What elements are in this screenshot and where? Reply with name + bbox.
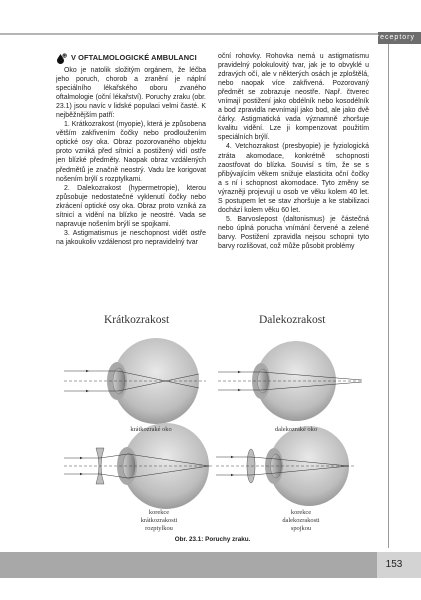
right-column bbox=[218, 52, 369, 251]
page-number: 153 bbox=[385, 559, 403, 570]
eye-diagrams bbox=[56, 308, 369, 533]
myopia-text: 1. Krátkozrakost (myopie), která je způsobena větším zakřivením čočky nebo prodloužením optické osy oka. Obraz pozorovaného objektu proto vzniká před sítnicí a postižený vidí ostře jen blízké předměty. Naopak obraz vzdálených předmětů je značně neostrý. Vadu lze korigovat nošením brýlí s rozptylkami. bbox=[56, 121, 206, 183]
hypermetropia-text: 2. Dalekozrakost (hypermetropie), kterou způsobuje nedostatečné vyklenutí čočky nebo zkrácení optické osy oka. Obraz proto vzniká za sítnicí a vidění na blízko je neostré. Vada se napravuje nošením brýlí se spojkami. bbox=[56, 184, 206, 228]
astigmatism-continued-text: oční rohovky. Rohovka nemá u astigmatismu pravidelný polokulovitý tvar, jak je to obvyklé u zdravých očí, ale v některých osách je zploštělá, nebo naopak více zakřivená. Pozorovaný předmět se zobrazuje neostře. Např. čtverec vnímají postižení jako obdélník nebo kosodélník a bod zpravidla nevnímají jako bod, ale jako dvě čárky. Astigmatická vada významně zhoršuje kvalitu vidění. Lze ji kompenzovat použitím speciálních brýlí. bbox=[218, 53, 369, 142]
myopia-paragraph bbox=[56, 120, 206, 183]
daltonism-text: 5. Barvoslepost (daltonismus) je částečná nebo úplná porucha vnímání červené a zelené barvy. Postižení zpravidla nejsou schopni tyto barvy rozlišovat, což může působit problémy bbox=[218, 215, 369, 250]
label-hyperopia-correction bbox=[261, 509, 341, 533]
label-hyperopia-correction-line1: korekce bbox=[290, 509, 312, 516]
eye-drop-icon bbox=[56, 53, 67, 64]
figure-title-hyperopia: Dalekozrakost bbox=[259, 314, 326, 326]
page-top-margin bbox=[0, 0, 421, 28]
intro-paragraph bbox=[56, 66, 206, 120]
astigmatism-paragraph bbox=[56, 229, 206, 247]
figure-caption: Obr. 23.1: Poruchy zraku. bbox=[174, 536, 251, 543]
right-margin-rule bbox=[388, 44, 389, 548]
label-myopia-correction-line3: rozptylkou bbox=[145, 525, 173, 532]
daltonism-paragraph bbox=[218, 215, 369, 251]
figure-title-myopia: Krátkozrakost bbox=[104, 314, 170, 326]
label-myopia-correction-line2: krátkozrakosti bbox=[140, 517, 178, 524]
myopic-eye bbox=[64, 338, 206, 424]
eye-defects-figure bbox=[56, 308, 369, 548]
presbyopia-paragraph bbox=[218, 142, 369, 214]
label-hyperopia-correction-line3: spojkou bbox=[290, 525, 312, 532]
presbyopia-text: 4. Vetchozrakost (presbyopie) je fyziologická ztráta akomodace, konkrétně schopnosti zaostřovat do blízka. Souvisí s tím, že se s přibývajícím věkem snižuje elasticita oční čočky a s ní i schopnost akomodace. Tyto změny se výrazněji projevují u osob ve věku kolem 40 let. S postupem let se stav zhoršuje a ke stabilizaci dochází kolem věku 60 let. bbox=[218, 143, 369, 214]
hypermetropia-paragraph bbox=[56, 184, 206, 229]
footer-band bbox=[0, 552, 377, 578]
astigmatism-continued-paragraph bbox=[218, 52, 369, 142]
label-hyperopia-correction-line2: dalekozrakosti bbox=[282, 517, 320, 524]
section-label: receptory bbox=[376, 34, 415, 41]
label-myopia-correction bbox=[119, 509, 199, 533]
left-column bbox=[56, 52, 206, 247]
label-hyperopic-eye: dalekozraké oko bbox=[274, 426, 318, 433]
section-heading bbox=[56, 52, 206, 64]
left-paragraphs bbox=[56, 66, 206, 247]
label-myopia-correction-line1: korekce bbox=[148, 509, 170, 516]
section-title: V OFTALMOLOGICKÉ AMBULANCI bbox=[71, 53, 197, 63]
label-myopic-eye: krátkozraké oko bbox=[130, 426, 172, 433]
hyperopic-eye bbox=[218, 341, 362, 421]
myopia-corrected-eye bbox=[64, 423, 214, 509]
header-rule bbox=[0, 33, 378, 35]
astigmatism-text: 3. Astigmatismus je neschopnost vidět ostře na jakoukoliv vzdálenost pro nepravidelný tvar bbox=[56, 229, 206, 246]
hyperopia-corrected-eye bbox=[216, 426, 356, 506]
intro-text: Oko je natolik složitým orgánem, že léčba jeho poruch, chorob a zranění je náplní speciálního lékařského oboru zvaného oftalmologie (oční lékařství). Poruchy zraku (obr. 23.1) jsou navíc v lidské populaci velmi časté. K nejběžnějším patří: bbox=[56, 67, 206, 120]
